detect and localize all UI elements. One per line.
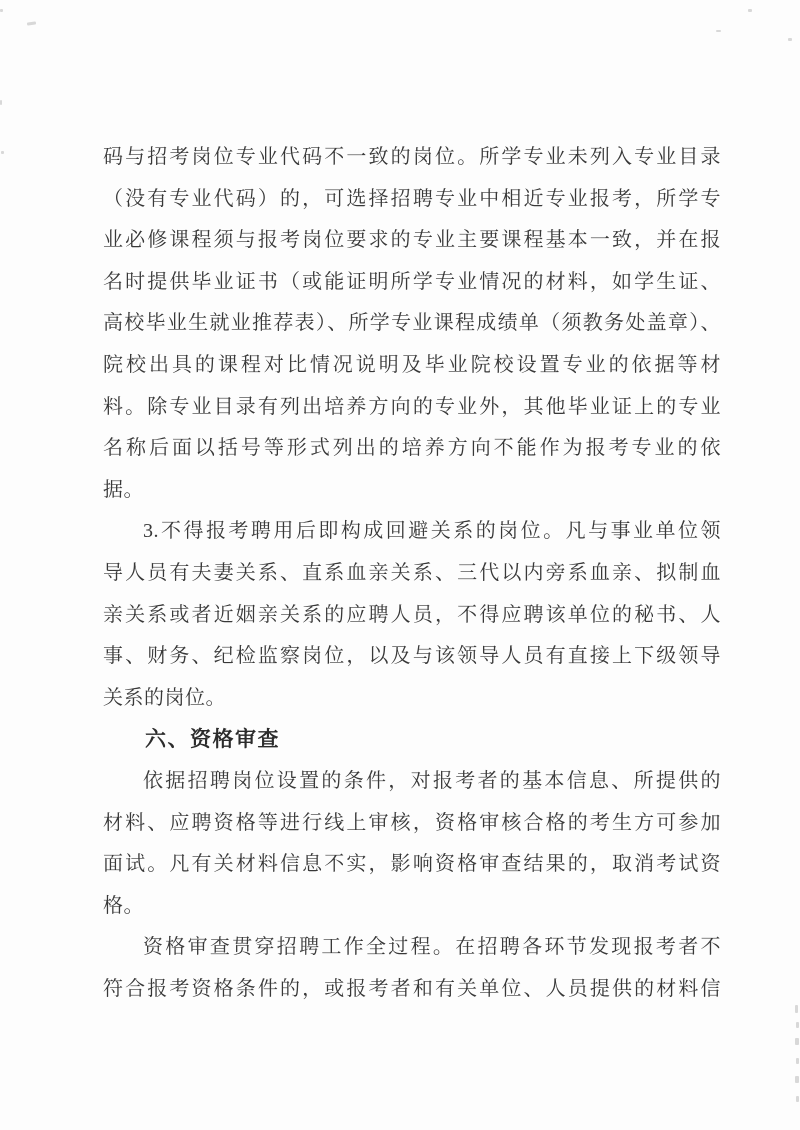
scan-artifact [748,9,752,12]
text-line: 名称后面以括号等形式列出的培养方向不能作为报考专业的依 [103,437,721,460]
text-line: 格。 [103,894,144,917]
scan-artifact [796,1022,799,1028]
text-line: 亲关系或者近姻亲关系的应聘人员，不得应聘该单位的秘书、人 [103,603,721,626]
scan-artifact [795,1076,799,1083]
section-heading: 六、资格审查 [145,728,280,752]
text-line: 业必修课程须与报考岗位要求的专业主要课程基本一致，并在报 [103,229,721,252]
text-line: 名时提供毕业证书（或能证明所学专业情况的材料，如学生证、 [103,270,721,293]
text-line: （没有专业代码）的，可选择招聘专业中相近专业报考，所学专 [103,187,721,210]
text-line: 资格审查贯穿招聘工作全过程。在招聘各环节发现报考者不 [143,936,721,959]
text-line: 符合报考资格条件的，或报考者和有关单位、人员提供的材料信 [103,977,721,1000]
text-line: 依据招聘岗位设置的条件，对报考者的基本信息、所提供的 [143,769,721,792]
scan-artifact [795,1005,798,1013]
scan-artifact [716,30,721,32]
scan-artifact [796,1058,799,1064]
document-text-block [103,137,721,1010]
scan-artifact [796,1096,799,1102]
text-line: 面试。凡有关材料信息不实，影响资格审查结果的，取消考试资 [103,853,721,876]
scan-artifact [0,100,2,105]
text-line: 关系的岗位。 [103,686,226,709]
scan-artifact [27,21,36,25]
text-line: 料。除专业目录有列出培养方向的专业外，其他毕业证上的专业 [103,395,721,418]
text-line: 高校毕业生就业推荐表）、所学专业课程成绩单（须教务处盖章）、 [103,312,721,335]
scan-artifact [795,1038,799,1045]
text-line: 码与招考岗位专业代码不一致的岗位。所学专业未列入专业目录 [103,146,721,168]
scan-artifact [0,9,3,12]
text-line: 材料、应聘资格等进行线上审核，资格审核合格的考生方可参加 [103,811,721,834]
text-line: 事、财务、纪检监察岗位，以及与该领导人员有直接上下级领导 [103,645,721,668]
text-line: 据。 [103,478,144,501]
scan-artifact [1,151,4,154]
text-line: 3.不得报考聘用后即构成回避关系的岗位。凡与事业单位领 [143,520,721,543]
text-line: 导人员有夫妻关系、直系血亲关系、三代以内旁系血亲、拟制血 [103,561,721,584]
scan-artifact [788,38,792,41]
text-line: 院校出具的课程对比情况说明及毕业院校设置专业的依据等材 [103,353,721,376]
